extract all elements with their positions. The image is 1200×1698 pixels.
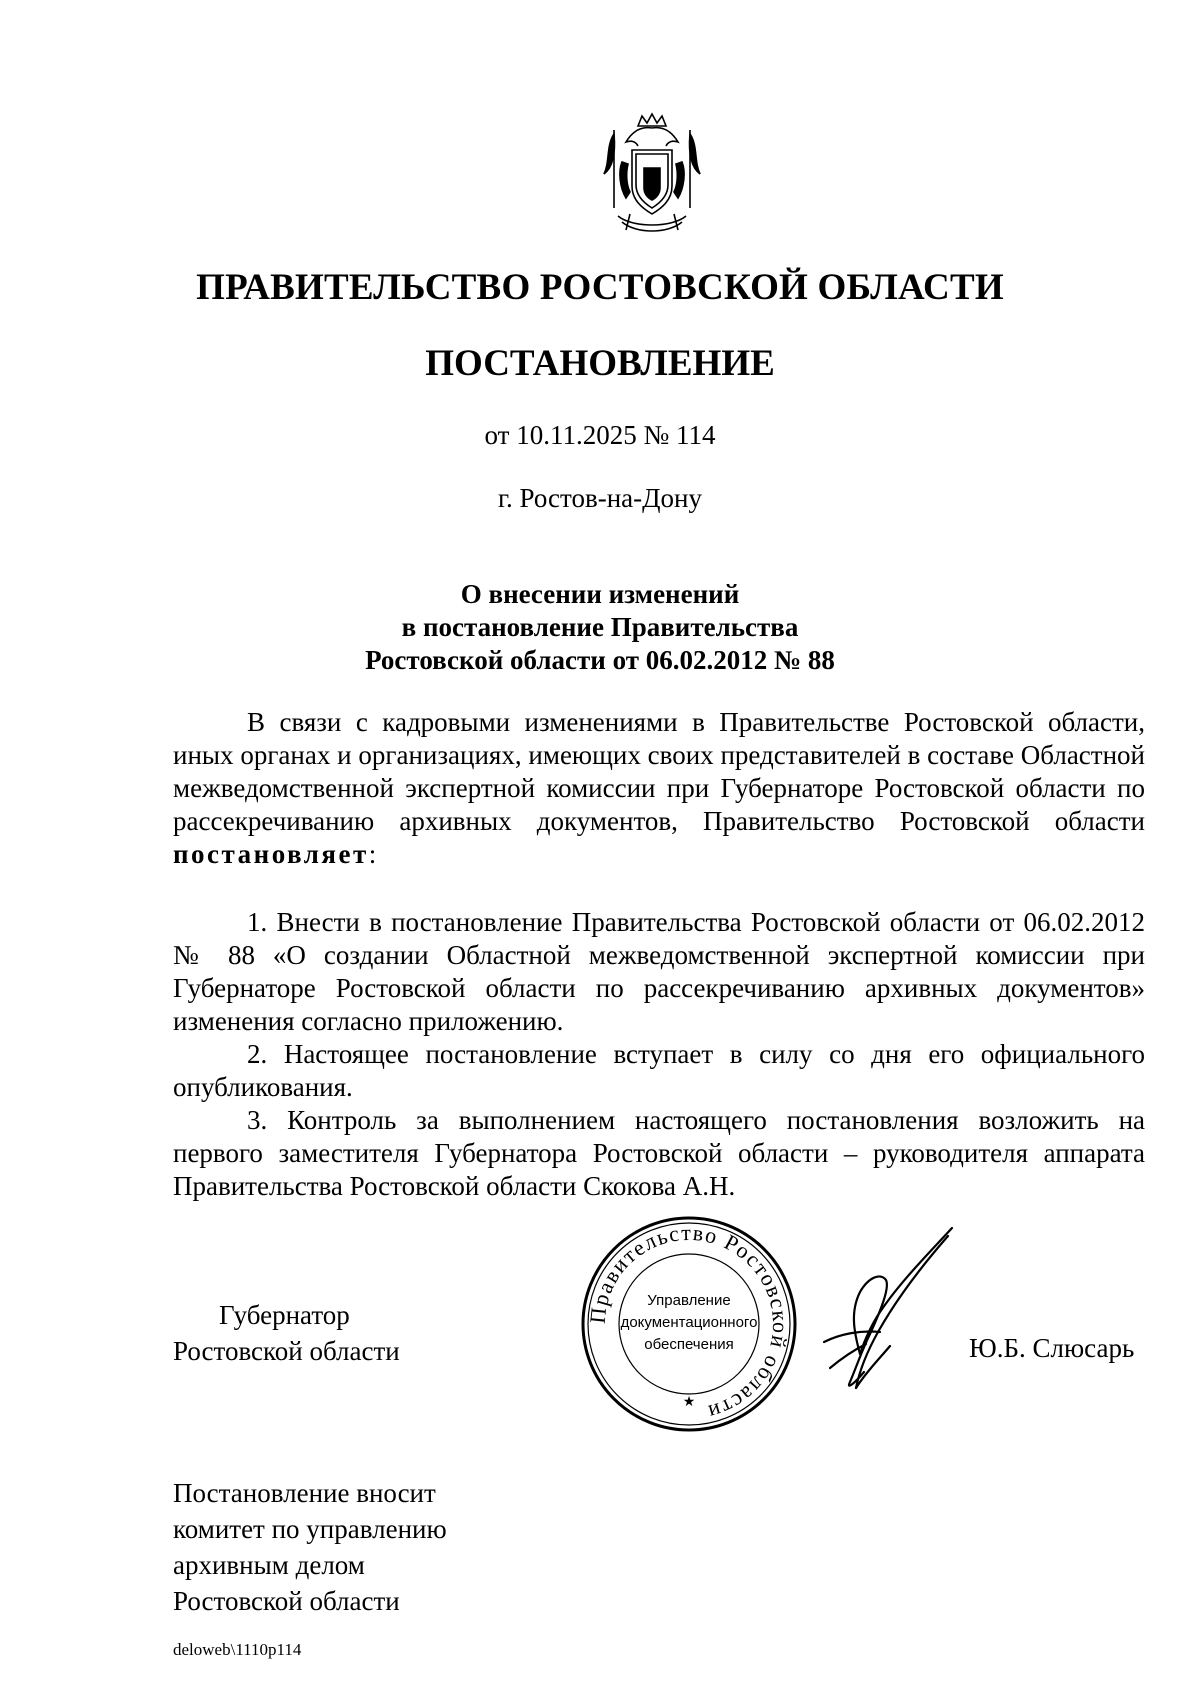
subject-line: Ростовской области от 06.02.2012 № 88 (365, 645, 835, 675)
document-city: г. Ростов-на-Дону (497, 483, 702, 513)
submitter-block (173, 1475, 447, 1619)
document-subject (0, 578, 1200, 677)
stamp-ring-textpath: Правительство Ростовской области (584, 1219, 794, 1426)
stamp-star-icon: ★ (682, 1394, 696, 1410)
coat-of-arms-icon (592, 112, 712, 240)
signatory-name: Ю.Б. Слюсарь (969, 1333, 1135, 1363)
footer-code: deloweb\1110p114 (173, 1640, 302, 1659)
submitter-line: архивным делом (173, 1550, 365, 1580)
submitter-line: Постановление вносит (173, 1478, 436, 1508)
preamble-text: В связи с кадровыми изменениями в Правительстве Ростовской области, иных органах и организациях, имеющих своих представителей в составе Областной межведомственной экспертной комиссии при Губернаторе Ростовской области по рассекречиванию архивных документов, Правительство Ростовской области (173, 707, 1145, 836)
stamp-center-line: обеспечения (644, 1336, 734, 1353)
subject-line: О внесении изменений (460, 579, 740, 609)
organization-title: ПРАВИТЕЛЬСТВО РОСТОВСКОЙ ОБЛАСТИ (196, 267, 1004, 308)
handwritten-signature (820, 1222, 960, 1402)
preamble-emphasis: постановляет (173, 839, 369, 869)
submitter-line: Ростовской области (173, 1586, 400, 1616)
resolution-point: 2. Настоящее постановление вступает в силу со дня его официального опубликования. (173, 1039, 1145, 1102)
subject-line: в постановление Правительства (401, 612, 799, 642)
document-date-number: от 10.11.2025 № 114 (484, 420, 716, 450)
submitter-line: комитет по управлению (173, 1514, 447, 1544)
official-stamp (578, 1213, 800, 1435)
stamp-center-line: Управление (647, 1292, 731, 1309)
signatory-title-line: Губернатор (219, 1300, 350, 1330)
preamble-paragraph (173, 706, 1145, 871)
stamp-center-line: документационного (620, 1314, 758, 1331)
signatory-title (173, 1297, 400, 1369)
preamble-suffix: : (368, 839, 377, 869)
resolution-points (173, 906, 1145, 1203)
document-type: ПОСТАНОВЛЕНИЕ (425, 343, 775, 384)
signatory-title-line: Ростовской области (173, 1336, 400, 1366)
resolution-point: 1. Внести в постановление Правительства Ростовской области от 06.02.2012 № 88 «О создании Областной межведомственной экспертной комиссии при Губернаторе Ростовской области по рассекречиванию архивных документов» изменения согласно приложению. (173, 907, 1145, 1036)
resolution-point: 3. Контроль за выполнением настоящего постановления возложить на первого заместителя Губернатора Ростовской области – руководителя аппарата Правительства Ростовской области Скокова А.Н. (173, 1105, 1145, 1201)
preamble (173, 706, 1145, 871)
